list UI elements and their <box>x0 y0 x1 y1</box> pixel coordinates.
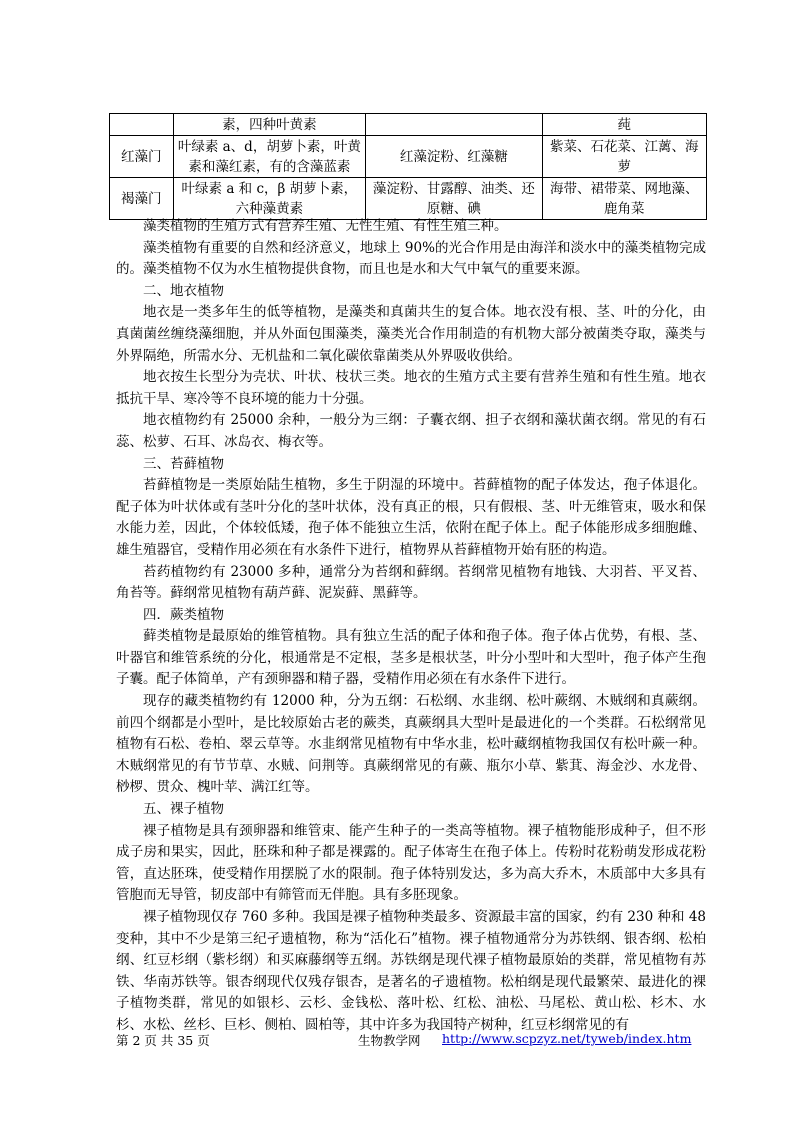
paragraph: 裸子植物现仅存 760 多种。我国是裸子植物种类最多、资源最丰富的国家，约有 230 种和 48 变种，其中不少是第三纪孑遗植物，称为“活化石”植物。裸子植物通常分为苏铁纲、银杏纲、松柏纲、红豆杉纲（紫杉纲）和买麻藤纲等五纲。苏铁纲是现代裸子植物最原始的类群，常见植物有苏铁、华南苏铁等。银杏纲现代仅残存银杏，是著名的孑遗植物。松柏纲是现代最繁荣、最进化的裸子植物类群，常见的如银杉、云杉、金钱松、落叶松、红松、油松、马尾松、黄山松、杉木、水杉、水松、丝杉、巨杉、侧柏、圆柏等，其中许多为我国特产树种，红豆杉纲常见的有 <box>116 909 706 1033</box>
table-cell: 红藻门 <box>110 136 174 178</box>
section-heading: 五、裸子植物 <box>143 801 224 818</box>
paragraph: 裸子植物是具有颈卵器和维管束、能产生种子的一类高等植物。裸子植物能形成种子，但不形成子房和果实，因此，胚珠和种子都是裸露的。配子体寄生在孢子体上。传粉时花粉萌发形成花粉管，直达胚珠，使受精作用摆脱了水的限制。孢子体特别发达，多为高大乔木，木质部中大多具有管胞而无导管，韧皮部中有筛管而无伴胞。具有多胚现象。 <box>116 822 706 904</box>
algae-table <box>109 113 707 220</box>
site-name: 生物教学网 <box>358 1033 421 1048</box>
table-cell <box>366 114 542 136</box>
paragraph: 藻类植物有重要的自然和经济意义，地球上 90%的光合作用是由海洋和淡水中的藻类植物完成的。藻类植物不仅为水生植物提供食物，而且也是水和大气中氧气的重要来源。 <box>116 239 706 278</box>
paragraph: 地衣按生长型分为壳状、叶状、枝状三类。地衣的生殖方式主要有营养生殖和有性生殖。地衣抵抗干旱、寒冷等不良环境的能力十分强。 <box>116 369 706 407</box>
table-row <box>110 136 707 178</box>
table-row <box>110 178 707 220</box>
table-cell: 藻淀粉、甘露醇、油类、还原糖、碘 <box>366 178 542 220</box>
paragraph: 藓类植物是最原始的维管植物。具有独立生活的配子体和孢子体。孢子体占优势，有根、茎、叶器官和维管系统的分化，根通常是不定根，茎多是根状茎，叶分小型叶和大型叶，孢子体产生孢子囊。配子体简单，产有颈卵器和精子器，受精作用必须在有水条件下进行。 <box>116 628 706 688</box>
section-heading: 三、苔藓植物 <box>143 455 224 472</box>
table-cell: 红藻淀粉、红藻糖 <box>366 136 542 178</box>
table-cell: 海带、裙带菜、网地藻、鹿角菜 <box>542 178 706 220</box>
site-url-link[interactable]: http://www.scpzyz.net/tyweb/index.htm <box>442 1031 692 1046</box>
paragraph: 地衣是一类多年生的低等植物，是藻类和真菌共生的复合体。地衣没有根、茎、叶的分化，由真菌菌丝缠绕藻细胞，并从外面包围藻类，藻类光合作用制造的有机物大部分被菌类夺取，藻类与外界隔绝，所需水分、无机盐和二氧化碳依靠菌类从外界吸收供给。 <box>116 304 706 364</box>
paragraph: 现存的藏类植物约有 12000 种，分为五纲：石松纲、水韭纲、松叶蕨纲、木贼纲和真蕨纲。前四个纲都是小型叶，是比较原始古老的蕨类，真蕨纲具大型叶是最进化的一个类群。石松纲常见植物有石松、卷柏、翠云草等。水韭纲常见植物有中华水韭，松叶藏纲植物我国仅有松叶蕨一种。木贼纲常见的有节节草、水贼、问荆等。真蕨纲常见的有蕨、瓶尔小草、紫萁、海金沙、水龙骨、桫椤、贯众、槐叶苹、满江红等。 <box>116 693 706 796</box>
page-number: 第 2 页 共 35 页 <box>116 1033 210 1048</box>
table-cell: 莼 <box>542 114 706 136</box>
paragraph: 苔药植物约有 23000 多种，通常分为苔纲和藓纲。苔纲常见植物有地钱、大羽苔、平叉苔、角苔等。藓纲常见植物有葫芦藓、泥炭藓、黑藓等。 <box>116 563 706 602</box>
table-cell: 褐藻门 <box>110 178 174 220</box>
paragraph: 地衣植物约有 25000 余种，一般分为三纲：子囊衣纲、担子衣纲和藻状菌衣纲。常见的有石蕊、松萝、石耳、冰岛衣、梅衣等。 <box>116 412 706 450</box>
paragraph: 藻类植物的生殖方式有营养生殖、无性生殖、有性生殖三种。 <box>143 218 508 234</box>
table-row <box>110 114 707 136</box>
table-cell: 叶绿素 a、d，胡萝卜素，叶黄素和藻红素，有的含藻蓝素 <box>173 136 366 178</box>
page-footer <box>116 1031 706 1051</box>
table-cell: 紫菜、石花菜、江蓠、海萝 <box>542 136 706 178</box>
section-heading: 二、地衣植物 <box>143 282 224 299</box>
body-text <box>116 216 706 1037</box>
table-cell <box>110 114 174 136</box>
table-cell: 叶绿素 a 和 c，β 胡萝卜素，六种藻黄素 <box>173 178 366 220</box>
table-cell: 素，四种叶黄素 <box>173 114 366 136</box>
paragraph: 苔藓植物是一类原始陆生植物，多生于阴湿的环境中。苔藓植物的配子体发达，孢子体退化。配子体为叶状体或有茎叶分化的茎叶状体，没有真正的根，只有假根、茎、叶无维管束，吸水和保水能力差，因此，个体较低矮，孢子体不能独立生活，依附在配子体上。配子体能形成多细胞雌、雄生殖器官，受精作用必须在有水条件下进行，植物界从苔藓植物开始有胚的构造。 <box>116 477 706 558</box>
section-heading: 四．蕨类植物 <box>143 606 224 623</box>
